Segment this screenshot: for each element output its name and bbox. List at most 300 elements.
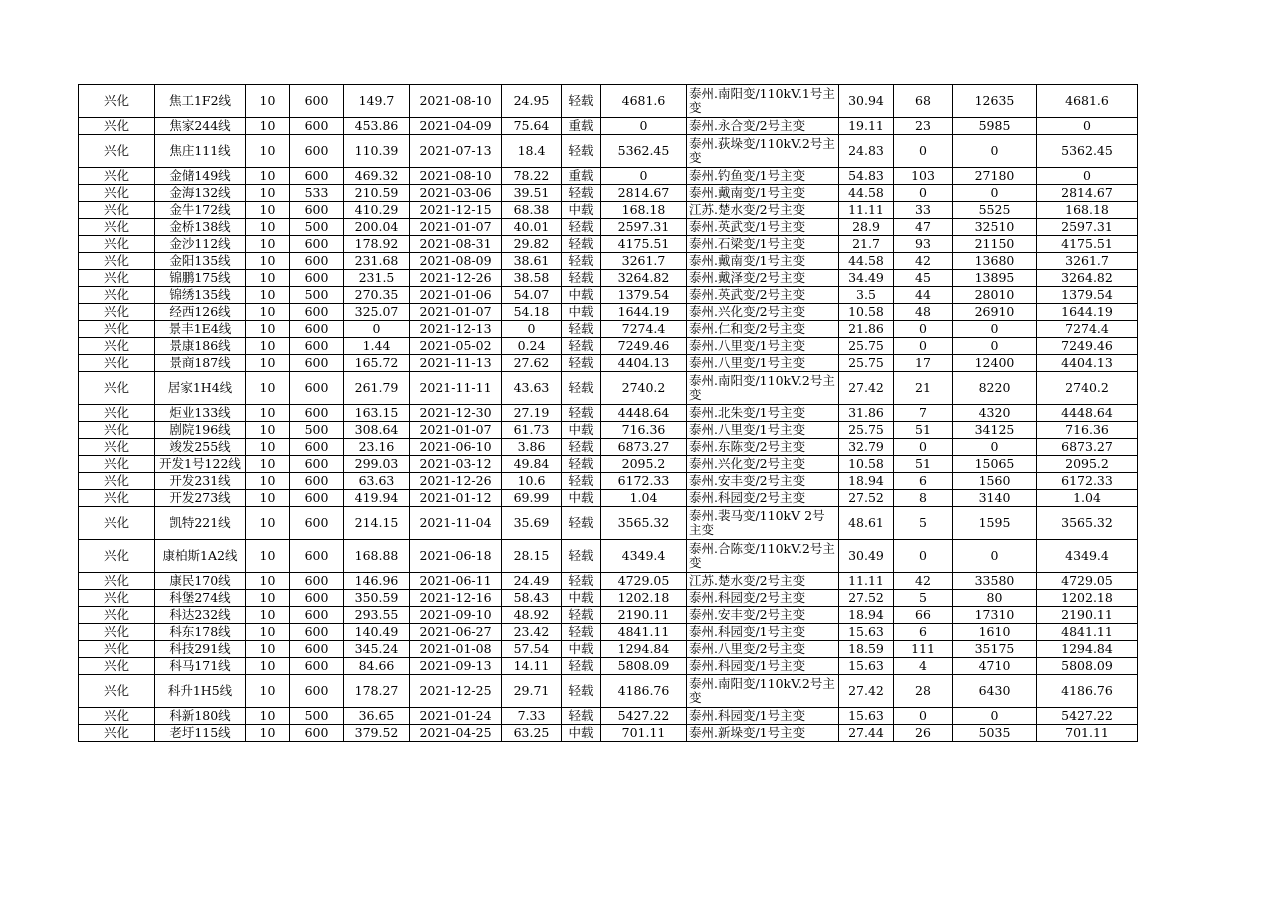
- max-load-cell: 345.24: [344, 641, 410, 658]
- available-capacity-cell: 5362.45: [1037, 135, 1138, 168]
- user-capacity-cell: 13680: [953, 253, 1037, 270]
- user-capacity-cell: 26910: [953, 304, 1037, 321]
- substation-load-rate-cell: 30.49: [839, 540, 894, 573]
- date-cell: 2021-11-04: [410, 507, 502, 540]
- line-name-cell: 康民170线: [155, 573, 246, 590]
- region-cell: 兴化: [79, 405, 155, 422]
- substation-cell: 泰州.英武变/1号主变: [687, 219, 839, 236]
- user-count-cell: 7: [894, 405, 953, 422]
- available-capacity-cell: 1202.18: [1037, 590, 1138, 607]
- spare-capacity-cell: 4186.76: [601, 675, 687, 708]
- substation-cell: 泰州.科园变/1号主变: [687, 658, 839, 675]
- max-load-cell: 84.66: [344, 658, 410, 675]
- available-capacity-cell: 5427.22: [1037, 708, 1138, 725]
- region-cell: 兴化: [79, 490, 155, 507]
- date-cell: 2021-08-10: [410, 168, 502, 185]
- rated-capacity-cell: 600: [290, 270, 344, 287]
- rated-capacity-cell: 600: [290, 321, 344, 338]
- user-count-cell: 51: [894, 422, 953, 439]
- load-rate-cell: 35.69: [502, 507, 562, 540]
- substation-cell: 泰州.戴南变/1号主变: [687, 253, 839, 270]
- max-load-cell: 379.52: [344, 725, 410, 742]
- region-cell: 兴化: [79, 168, 155, 185]
- date-cell: 2021-12-15: [410, 202, 502, 219]
- date-cell: 2021-11-11: [410, 372, 502, 405]
- max-load-cell: 140.49: [344, 624, 410, 641]
- voltage-cell: 10: [246, 607, 290, 624]
- date-cell: 2021-01-06: [410, 287, 502, 304]
- available-capacity-cell: 4175.51: [1037, 236, 1138, 253]
- user-count-cell: 8: [894, 490, 953, 507]
- line-name-cell: 金沙112线: [155, 236, 246, 253]
- voltage-cell: 10: [246, 355, 290, 372]
- user-capacity-cell: 0: [953, 338, 1037, 355]
- load-rate-cell: 63.25: [502, 725, 562, 742]
- rated-capacity-cell: 600: [290, 439, 344, 456]
- user-capacity-cell: 35175: [953, 641, 1037, 658]
- rated-capacity-cell: 600: [290, 607, 344, 624]
- voltage-cell: 10: [246, 236, 290, 253]
- spare-capacity-cell: 3264.82: [601, 270, 687, 287]
- substation-cell: 泰州.兴化变/2号主变: [687, 304, 839, 321]
- load-status-cell: 轻载: [562, 573, 601, 590]
- available-capacity-cell: 1644.19: [1037, 304, 1138, 321]
- substation-load-rate-cell: 48.61: [839, 507, 894, 540]
- table-row: [79, 304, 1138, 321]
- user-count-cell: 33: [894, 202, 953, 219]
- load-status-cell: 轻载: [562, 473, 601, 490]
- region-cell: 兴化: [79, 219, 155, 236]
- table-row: [79, 202, 1138, 219]
- date-cell: 2021-12-25: [410, 675, 502, 708]
- substation-load-rate-cell: 27.52: [839, 590, 894, 607]
- date-cell: 2021-01-12: [410, 490, 502, 507]
- rated-capacity-cell: 600: [290, 725, 344, 742]
- substation-cell: 江苏.楚水变/2号主变: [687, 202, 839, 219]
- spare-capacity-cell: 2095.2: [601, 456, 687, 473]
- date-cell: 2021-01-07: [410, 422, 502, 439]
- substation-cell: 泰州.科园变/1号主变: [687, 624, 839, 641]
- line-name-cell: 锦绣135线: [155, 287, 246, 304]
- user-capacity-cell: 0: [953, 708, 1037, 725]
- spare-capacity-cell: 0: [601, 118, 687, 135]
- load-status-cell: 中载: [562, 590, 601, 607]
- max-load-cell: 165.72: [344, 355, 410, 372]
- load-rate-cell: 3.86: [502, 439, 562, 456]
- line-load-table: [78, 84, 1138, 742]
- line-name-cell: 经西126线: [155, 304, 246, 321]
- user-capacity-cell: 1595: [953, 507, 1037, 540]
- spare-capacity-cell: 4729.05: [601, 573, 687, 590]
- spare-capacity-cell: 2597.31: [601, 219, 687, 236]
- line-name-cell: 科堡274线: [155, 590, 246, 607]
- table-row: [79, 185, 1138, 202]
- region-cell: 兴化: [79, 658, 155, 675]
- load-rate-cell: 29.82: [502, 236, 562, 253]
- user-capacity-cell: 0: [953, 540, 1037, 573]
- voltage-cell: 10: [246, 590, 290, 607]
- load-rate-cell: 75.64: [502, 118, 562, 135]
- user-count-cell: 5: [894, 507, 953, 540]
- voltage-cell: 10: [246, 624, 290, 641]
- voltage-cell: 10: [246, 708, 290, 725]
- user-capacity-cell: 34125: [953, 422, 1037, 439]
- line-name-cell: 科技291线: [155, 641, 246, 658]
- line-name-cell: 焦工1F2线: [155, 85, 246, 118]
- user-count-cell: 23: [894, 118, 953, 135]
- user-capacity-cell: 12635: [953, 85, 1037, 118]
- available-capacity-cell: 6873.27: [1037, 439, 1138, 456]
- substation-cell: 泰州.科园变/1号主变: [687, 708, 839, 725]
- load-status-cell: 中载: [562, 304, 601, 321]
- load-status-cell: 中载: [562, 490, 601, 507]
- substation-cell: 泰州.南阳变/110kV.2号主变: [687, 675, 839, 708]
- user-capacity-cell: 0: [953, 185, 1037, 202]
- substation-cell: 泰州.八里变/1号主变: [687, 338, 839, 355]
- spare-capacity-cell: 2740.2: [601, 372, 687, 405]
- load-status-cell: 轻载: [562, 708, 601, 725]
- line-name-cell: 科新180线: [155, 708, 246, 725]
- available-capacity-cell: 0: [1037, 168, 1138, 185]
- region-cell: 兴化: [79, 236, 155, 253]
- max-load-cell: 299.03: [344, 456, 410, 473]
- user-capacity-cell: 6430: [953, 675, 1037, 708]
- table-row: [79, 85, 1138, 118]
- load-status-cell: 轻载: [562, 85, 601, 118]
- line-name-cell: 金阳135线: [155, 253, 246, 270]
- substation-load-rate-cell: 10.58: [839, 304, 894, 321]
- load-status-cell: 轻载: [562, 372, 601, 405]
- voltage-cell: 10: [246, 507, 290, 540]
- voltage-cell: 10: [246, 321, 290, 338]
- user-capacity-cell: 28010: [953, 287, 1037, 304]
- line-name-cell: 老圩115线: [155, 725, 246, 742]
- load-rate-cell: 27.62: [502, 355, 562, 372]
- user-count-cell: 51: [894, 456, 953, 473]
- line-name-cell: 炬业133线: [155, 405, 246, 422]
- max-load-cell: 293.55: [344, 607, 410, 624]
- spare-capacity-cell: 4681.6: [601, 85, 687, 118]
- region-cell: 兴化: [79, 590, 155, 607]
- available-capacity-cell: 2597.31: [1037, 219, 1138, 236]
- region-cell: 兴化: [79, 321, 155, 338]
- rated-capacity-cell: 600: [290, 236, 344, 253]
- rated-capacity-cell: 600: [290, 85, 344, 118]
- spare-capacity-cell: 3261.7: [601, 253, 687, 270]
- date-cell: 2021-04-09: [410, 118, 502, 135]
- user-capacity-cell: 13895: [953, 270, 1037, 287]
- rated-capacity-cell: 600: [290, 202, 344, 219]
- user-capacity-cell: 0: [953, 321, 1037, 338]
- table-row: [79, 675, 1138, 708]
- substation-cell: 泰州.戴南变/1号主变: [687, 185, 839, 202]
- load-rate-cell: 29.71: [502, 675, 562, 708]
- rated-capacity-cell: 600: [290, 675, 344, 708]
- voltage-cell: 10: [246, 658, 290, 675]
- rated-capacity-cell: 600: [290, 135, 344, 168]
- substation-load-rate-cell: 19.11: [839, 118, 894, 135]
- load-rate-cell: 54.07: [502, 287, 562, 304]
- date-cell: 2021-01-07: [410, 219, 502, 236]
- user-capacity-cell: 17310: [953, 607, 1037, 624]
- table-row: [79, 641, 1138, 658]
- spare-capacity-cell: 3565.32: [601, 507, 687, 540]
- load-rate-cell: 43.63: [502, 372, 562, 405]
- max-load-cell: 168.88: [344, 540, 410, 573]
- line-name-cell: 科东178线: [155, 624, 246, 641]
- load-rate-cell: 69.99: [502, 490, 562, 507]
- load-status-cell: 轻载: [562, 624, 601, 641]
- substation-cell: 泰州.东陈变/2号主变: [687, 439, 839, 456]
- user-count-cell: 0: [894, 321, 953, 338]
- rated-capacity-cell: 500: [290, 708, 344, 725]
- user-count-cell: 17: [894, 355, 953, 372]
- region-cell: 兴化: [79, 607, 155, 624]
- substation-cell: 泰州.永合变/2号主变: [687, 118, 839, 135]
- line-name-cell: 金桥138线: [155, 219, 246, 236]
- region-cell: 兴化: [79, 641, 155, 658]
- max-load-cell: 178.92: [344, 236, 410, 253]
- substation-cell: 泰州.八里变/1号主变: [687, 422, 839, 439]
- max-load-cell: 149.7: [344, 85, 410, 118]
- line-name-cell: 剧院196线: [155, 422, 246, 439]
- user-count-cell: 0: [894, 135, 953, 168]
- rated-capacity-cell: 600: [290, 641, 344, 658]
- max-load-cell: 110.39: [344, 135, 410, 168]
- table-row: [79, 253, 1138, 270]
- rated-capacity-cell: 600: [290, 372, 344, 405]
- region-cell: 兴化: [79, 540, 155, 573]
- max-load-cell: 63.63: [344, 473, 410, 490]
- rated-capacity-cell: 600: [290, 624, 344, 641]
- spare-capacity-cell: 4175.51: [601, 236, 687, 253]
- date-cell: 2021-12-26: [410, 473, 502, 490]
- table-row: [79, 219, 1138, 236]
- line-name-cell: 科达232线: [155, 607, 246, 624]
- spare-capacity-cell: 7274.4: [601, 321, 687, 338]
- table-row: [79, 321, 1138, 338]
- substation-cell: 泰州.南阳变/110kV.2号主变: [687, 372, 839, 405]
- load-status-cell: 轻载: [562, 338, 601, 355]
- region-cell: 兴化: [79, 422, 155, 439]
- available-capacity-cell: 2814.67: [1037, 185, 1138, 202]
- user-count-cell: 28: [894, 675, 953, 708]
- substation-load-rate-cell: 27.52: [839, 490, 894, 507]
- line-name-cell: 金储149线: [155, 168, 246, 185]
- max-load-cell: 350.59: [344, 590, 410, 607]
- table-row: [79, 135, 1138, 168]
- spare-capacity-cell: 0: [601, 168, 687, 185]
- region-cell: 兴化: [79, 355, 155, 372]
- region-cell: 兴化: [79, 725, 155, 742]
- user-count-cell: 42: [894, 573, 953, 590]
- user-count-cell: 0: [894, 708, 953, 725]
- spare-capacity-cell: 1644.19: [601, 304, 687, 321]
- user-capacity-cell: 80: [953, 590, 1037, 607]
- rated-capacity-cell: 600: [290, 658, 344, 675]
- table-row: [79, 540, 1138, 573]
- load-status-cell: 轻载: [562, 439, 601, 456]
- substation-load-rate-cell: 27.42: [839, 675, 894, 708]
- spare-capacity-cell: 1202.18: [601, 590, 687, 607]
- voltage-cell: 10: [246, 439, 290, 456]
- line-name-cell: 开发273线: [155, 490, 246, 507]
- substation-load-rate-cell: 44.58: [839, 185, 894, 202]
- substation-cell: 泰州.荻垛变/110kV.2号主变: [687, 135, 839, 168]
- table-row: [79, 624, 1138, 641]
- line-name-cell: 景康186线: [155, 338, 246, 355]
- max-load-cell: 469.32: [344, 168, 410, 185]
- user-capacity-cell: 5985: [953, 118, 1037, 135]
- voltage-cell: 10: [246, 422, 290, 439]
- rated-capacity-cell: 600: [290, 590, 344, 607]
- substation-load-rate-cell: 21.86: [839, 321, 894, 338]
- load-status-cell: 轻载: [562, 355, 601, 372]
- spare-capacity-cell: 2814.67: [601, 185, 687, 202]
- voltage-cell: 10: [246, 287, 290, 304]
- substation-load-rate-cell: 15.63: [839, 624, 894, 641]
- voltage-cell: 10: [246, 675, 290, 708]
- substation-cell: 泰州.安丰变/2号主变: [687, 473, 839, 490]
- region-cell: 兴化: [79, 456, 155, 473]
- date-cell: 2021-06-18: [410, 540, 502, 573]
- region-cell: 兴化: [79, 338, 155, 355]
- voltage-cell: 10: [246, 185, 290, 202]
- substation-load-rate-cell: 25.75: [839, 338, 894, 355]
- region-cell: 兴化: [79, 573, 155, 590]
- region-cell: 兴化: [79, 372, 155, 405]
- substation-load-rate-cell: 24.83: [839, 135, 894, 168]
- available-capacity-cell: 3565.32: [1037, 507, 1138, 540]
- user-count-cell: 42: [894, 253, 953, 270]
- table-row: [79, 658, 1138, 675]
- voltage-cell: 10: [246, 641, 290, 658]
- table-row: [79, 725, 1138, 742]
- date-cell: 2021-03-12: [410, 456, 502, 473]
- date-cell: 2021-12-16: [410, 590, 502, 607]
- load-status-cell: 中载: [562, 641, 601, 658]
- line-name-cell: 竣发255线: [155, 439, 246, 456]
- date-cell: 2021-01-08: [410, 641, 502, 658]
- date-cell: 2021-12-13: [410, 321, 502, 338]
- max-load-cell: 261.79: [344, 372, 410, 405]
- available-capacity-cell: 4404.13: [1037, 355, 1138, 372]
- available-capacity-cell: 168.18: [1037, 202, 1138, 219]
- max-load-cell: 231.68: [344, 253, 410, 270]
- substation-cell: 泰州.八里变/1号主变: [687, 355, 839, 372]
- user-count-cell: 45: [894, 270, 953, 287]
- available-capacity-cell: 1.04: [1037, 490, 1138, 507]
- spare-capacity-cell: 6873.27: [601, 439, 687, 456]
- spare-capacity-cell: 4448.64: [601, 405, 687, 422]
- load-status-cell: 中载: [562, 725, 601, 742]
- date-cell: 2021-06-11: [410, 573, 502, 590]
- line-name-cell: 凯特221线: [155, 507, 246, 540]
- spare-capacity-cell: 7249.46: [601, 338, 687, 355]
- substation-cell: 泰州.南阳变/110kV.1号主变: [687, 85, 839, 118]
- load-rate-cell: 49.84: [502, 456, 562, 473]
- available-capacity-cell: 2740.2: [1037, 372, 1138, 405]
- spare-capacity-cell: 701.11: [601, 725, 687, 742]
- available-capacity-cell: 2190.11: [1037, 607, 1138, 624]
- substation-load-rate-cell: 3.5: [839, 287, 894, 304]
- substation-load-rate-cell: 25.75: [839, 422, 894, 439]
- voltage-cell: 10: [246, 405, 290, 422]
- user-count-cell: 21: [894, 372, 953, 405]
- table-row: [79, 168, 1138, 185]
- line-name-cell: 焦庄111线: [155, 135, 246, 168]
- rated-capacity-cell: 500: [290, 422, 344, 439]
- available-capacity-cell: 6172.33: [1037, 473, 1138, 490]
- rated-capacity-cell: 600: [290, 304, 344, 321]
- available-capacity-cell: 4448.64: [1037, 405, 1138, 422]
- available-capacity-cell: 7274.4: [1037, 321, 1138, 338]
- substation-load-rate-cell: 44.58: [839, 253, 894, 270]
- user-count-cell: 48: [894, 304, 953, 321]
- rated-capacity-cell: 600: [290, 338, 344, 355]
- table-row: [79, 607, 1138, 624]
- table-row: [79, 405, 1138, 422]
- load-status-cell: 轻载: [562, 253, 601, 270]
- date-cell: 2021-12-30: [410, 405, 502, 422]
- line-name-cell: 焦家244线: [155, 118, 246, 135]
- region-cell: 兴化: [79, 507, 155, 540]
- rated-capacity-cell: 533: [290, 185, 344, 202]
- substation-load-rate-cell: 11.11: [839, 202, 894, 219]
- load-status-cell: 轻载: [562, 507, 601, 540]
- voltage-cell: 10: [246, 202, 290, 219]
- region-cell: 兴化: [79, 675, 155, 708]
- date-cell: 2021-01-07: [410, 304, 502, 321]
- region-cell: 兴化: [79, 270, 155, 287]
- region-cell: 兴化: [79, 708, 155, 725]
- user-capacity-cell: 15065: [953, 456, 1037, 473]
- spare-capacity-cell: 5427.22: [601, 708, 687, 725]
- load-status-cell: 轻载: [562, 321, 601, 338]
- voltage-cell: 10: [246, 372, 290, 405]
- line-name-cell: 康柏斯1A2线: [155, 540, 246, 573]
- max-load-cell: 231.5: [344, 270, 410, 287]
- date-cell: 2021-08-09: [410, 253, 502, 270]
- table-row: [79, 118, 1138, 135]
- user-capacity-cell: 12400: [953, 355, 1037, 372]
- table-row: [79, 422, 1138, 439]
- substation-load-rate-cell: 31.86: [839, 405, 894, 422]
- table-row: [79, 473, 1138, 490]
- region-cell: 兴化: [79, 202, 155, 219]
- substation-load-rate-cell: 27.42: [839, 372, 894, 405]
- load-rate-cell: 54.18: [502, 304, 562, 321]
- rated-capacity-cell: 600: [290, 456, 344, 473]
- user-capacity-cell: 32510: [953, 219, 1037, 236]
- date-cell: 2021-09-10: [410, 607, 502, 624]
- table-row: [79, 507, 1138, 540]
- load-status-cell: 中载: [562, 422, 601, 439]
- voltage-cell: 10: [246, 540, 290, 573]
- load-rate-cell: 0: [502, 321, 562, 338]
- substation-cell: 泰州.合陈变/110kV.2号主变: [687, 540, 839, 573]
- line-name-cell: 金牛172线: [155, 202, 246, 219]
- load-status-cell: 轻载: [562, 270, 601, 287]
- voltage-cell: 10: [246, 270, 290, 287]
- table-body: [79, 85, 1138, 742]
- substation-cell: 泰州.八里变/2号主变: [687, 641, 839, 658]
- user-capacity-cell: 4320: [953, 405, 1037, 422]
- load-rate-cell: 40.01: [502, 219, 562, 236]
- available-capacity-cell: 0: [1037, 118, 1138, 135]
- user-count-cell: 47: [894, 219, 953, 236]
- user-count-cell: 0: [894, 540, 953, 573]
